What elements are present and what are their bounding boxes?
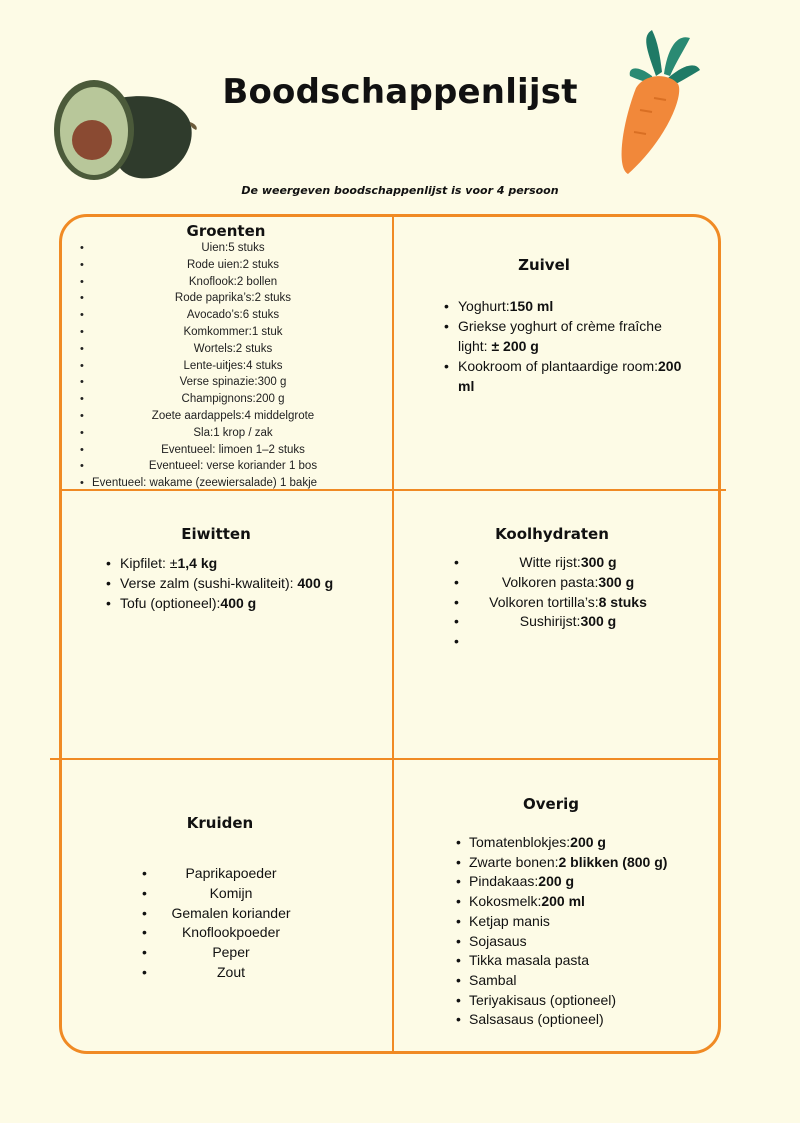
list-item: • Uien:5 stuks bbox=[78, 240, 374, 257]
section-heading: Zuivel bbox=[518, 256, 570, 274]
section-heading: Koolhydraten bbox=[495, 525, 609, 543]
koolhydraten-list bbox=[452, 553, 672, 652]
list-item: • Knoflookpoeder bbox=[140, 923, 310, 943]
groenten-list bbox=[78, 240, 374, 492]
list-item: • Pindakaas:200 g bbox=[456, 872, 696, 892]
list-item: • Griekse yoghurt of crème fraîche light: ± 200 g bbox=[444, 316, 684, 356]
list-item: • Verse spinazie:300 g bbox=[78, 374, 374, 391]
list-item: • Salsasaus (optioneel) bbox=[456, 1010, 696, 1030]
list-item: • Ketjap manis bbox=[456, 912, 696, 932]
list-item: • Yoghurt:150 ml bbox=[444, 296, 684, 316]
divider-horizontal-bottom bbox=[50, 758, 718, 760]
section-overig bbox=[456, 795, 696, 1030]
list-item: • Knoflook:2 bollen bbox=[78, 274, 374, 291]
list-item: • Zout bbox=[140, 963, 310, 983]
list-item: • Champignons:200 g bbox=[78, 391, 374, 408]
list-item: • Avocado’s:6 stuks bbox=[78, 307, 374, 324]
list-item: • Rode paprika’s:2 stuks bbox=[78, 290, 374, 307]
section-koolhydraten bbox=[452, 525, 672, 652]
list-item: • Komijn bbox=[140, 884, 310, 904]
divider-vertical bbox=[392, 216, 394, 1054]
list-item: • Teriyakisaus (optioneel) bbox=[456, 991, 696, 1011]
list-item: • Volkoren pasta:300 g bbox=[452, 573, 672, 593]
list-item: • Verse zalm (sushi-kwaliteit): 400 g bbox=[104, 573, 364, 593]
section-groenten bbox=[78, 222, 374, 492]
list-item: • Zoete aardappels:4 middelgrote bbox=[78, 408, 374, 425]
list-item: • Tofu (optioneel):400 g bbox=[104, 593, 364, 613]
page-title: Boodschappenlijst bbox=[222, 72, 578, 112]
zuivel-list bbox=[444, 296, 684, 396]
list-item: • Rode uien:2 stuks bbox=[78, 257, 374, 274]
list-item: • Sushirijst:300 g bbox=[452, 612, 672, 632]
list-item: • Peper bbox=[140, 943, 310, 963]
page-subtitle: De weergeven boodschappenlijst is voor 4 persoon bbox=[241, 184, 559, 197]
section-kruiden bbox=[140, 814, 310, 983]
section-zuivel bbox=[444, 256, 684, 396]
kruiden-list bbox=[140, 864, 310, 983]
list-item: • Volkoren tortilla’s:8 stuks bbox=[452, 593, 672, 613]
list-item: • Wortels:2 stuks bbox=[78, 341, 374, 358]
list-item: • Tomatenblokjes:200 g bbox=[456, 833, 696, 853]
list-item: • Eventueel: wakame (zeewiersalade) 1 bakje bbox=[78, 475, 374, 492]
list-item: • Paprikapoeder bbox=[140, 864, 310, 884]
list-item: • Eventueel: verse koriander 1 bos bbox=[78, 458, 374, 475]
section-heading: Kruiden bbox=[186, 814, 254, 832]
list-item: • Sla:1 krop / zak bbox=[78, 425, 374, 442]
list-item: • Kokosmelk:200 ml bbox=[456, 892, 696, 912]
section-heading: Overig bbox=[523, 795, 579, 813]
section-heading: Eiwitten bbox=[181, 525, 251, 543]
section-eiwitten bbox=[104, 525, 364, 613]
list-item: • Eventueel: limoen 1–2 stuks bbox=[78, 442, 374, 459]
list-item: • Gemalen koriander bbox=[140, 904, 310, 924]
list-item: • Sambal bbox=[456, 971, 696, 991]
list-item: • Sojasaus bbox=[456, 932, 696, 952]
list-item: • Zwarte bonen:2 blikken (800 g) bbox=[456, 853, 696, 873]
section-heading: Groenten bbox=[186, 222, 266, 240]
list-item-empty bbox=[452, 632, 672, 652]
list-item: • Witte rijst:300 g bbox=[452, 553, 672, 573]
eiwitten-list bbox=[104, 553, 364, 613]
list-item: • Lente-uitjes:4 stuks bbox=[78, 358, 374, 375]
list-item: • Kipfilet: ±1,4 kg bbox=[104, 553, 364, 573]
list-item: • Komkommer:1 stuk bbox=[78, 324, 374, 341]
list-item: • Tikka masala pasta bbox=[456, 951, 696, 971]
list-item: • Kookroom of plantaardige room:200 ml bbox=[444, 356, 684, 396]
overig-list bbox=[456, 833, 696, 1030]
